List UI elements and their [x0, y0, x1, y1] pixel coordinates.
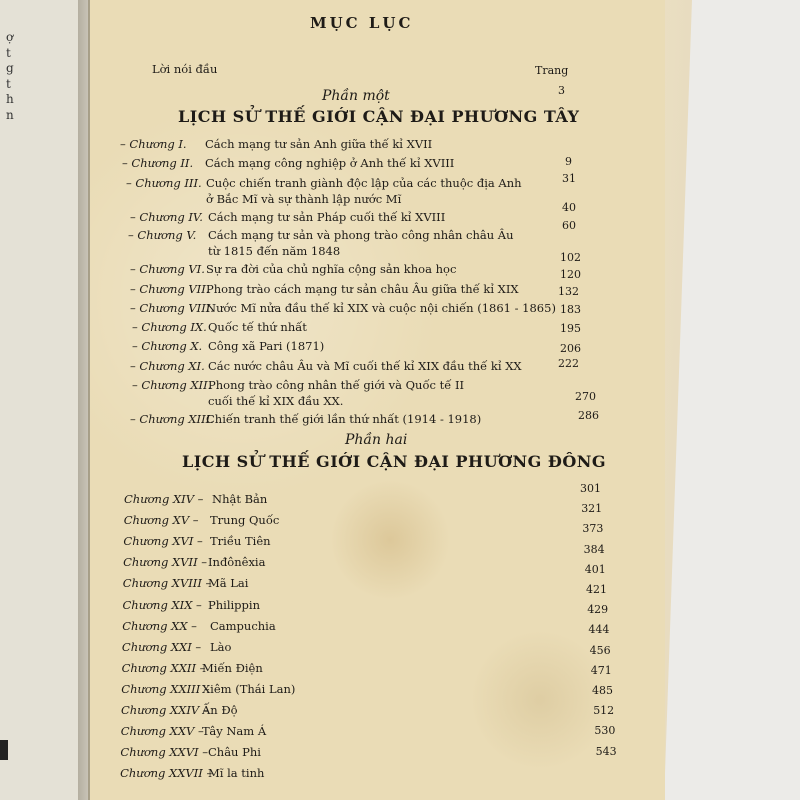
chapter-title: Nhật Bản	[212, 492, 268, 506]
left-page-char: g	[6, 61, 14, 75]
chapter-label: – Chương IV.	[130, 210, 203, 224]
page-number: 102	[560, 251, 581, 264]
left-page-char: t	[6, 45, 11, 60]
left-page-char: n	[6, 107, 14, 122]
chapter-label: Chương XVIII –	[122, 576, 212, 591]
page-number: 401	[584, 562, 606, 576]
chapter-label: – Chương XIII.	[130, 412, 214, 426]
chapter-title: Inđônêxia	[208, 555, 266, 570]
page-number: 456	[589, 643, 611, 657]
chapter-label: – Chương III.	[126, 176, 202, 190]
page-number: 543	[595, 744, 617, 758]
page-number: 421	[586, 583, 607, 596]
toc-page	[90, 0, 665, 800]
page-number: 60	[562, 219, 576, 232]
page-number: 206	[560, 342, 581, 355]
chapter-label: Chương XXII –	[121, 660, 206, 675]
chapter-title: Nước Mĩ nửa đầu thế kỉ XIX và cuộc nội chiến (1861 - 1865)	[206, 301, 556, 315]
page-number: 183	[560, 303, 581, 316]
chapter-label: Chương XX –	[122, 618, 197, 633]
chapter-title: Cách mạng tư sản Anh giữa thế kỉ XVII	[205, 137, 433, 151]
left-page-char: t	[6, 76, 11, 91]
chapter-label: – Chương VII.	[130, 282, 210, 296]
page-number: 120	[560, 268, 581, 281]
page-title: MỤC LỤC	[310, 14, 414, 32]
chapter-label: – Chương VIII.	[130, 301, 214, 315]
chapter-title-continued: cuối thế kỉ XIX đầu XX.	[208, 394, 344, 408]
chapter-label: Chương XXV –	[120, 724, 204, 739]
page-number: 321	[581, 502, 603, 516]
chapter-title: Công xã Pari (1871)	[208, 339, 325, 353]
chapter-title-continued: từ 1815 đến năm 1848	[208, 244, 341, 258]
part1-label: Phần một	[322, 88, 390, 104]
chapter-label: Chương XIX –	[122, 597, 202, 612]
chapter-label: – Chương I.	[120, 137, 187, 151]
chapter-title: Cách mạng công nghiệp ở Anh thế kỉ XVIII	[205, 156, 455, 170]
chapter-title: Lào	[210, 639, 232, 654]
page-column-header: Trang	[535, 64, 569, 77]
part1-heading: LỊCH SỬ THẾ GIỚI CẬN ĐẠI PHƯƠNG TÂY	[178, 107, 580, 126]
chapter-title: Phong trào công nhân thế giới và Quốc tế II	[208, 378, 465, 392]
chapter-label: – Chương XI.	[130, 359, 205, 373]
chapter-label: Chương XXIV –	[121, 703, 209, 717]
chapter-title: Miến Điện	[202, 660, 263, 675]
chapter-label: Chương XIV –	[124, 492, 204, 506]
chapter-title: Mĩ la tinh	[208, 766, 265, 781]
chapter-title: Chiến tranh thế giới lần thứ nhất (1914 - 1918)	[206, 412, 482, 426]
page-number: 512	[593, 704, 615, 718]
page-number: 444	[588, 623, 610, 637]
page-number: 301	[580, 482, 601, 495]
part2-label: Phần hai	[345, 432, 408, 448]
page-number: 373	[582, 522, 604, 536]
chapter-title: Châu Phi	[208, 745, 261, 760]
chapter-title: Sự ra đời của chủ nghĩa cộng sản khoa học	[206, 262, 457, 276]
left-page-char: h	[6, 92, 14, 106]
page-number: 485	[592, 684, 613, 697]
chapter-title: Philippin	[208, 597, 260, 612]
chapter-title: Tây Nam Á	[202, 724, 267, 739]
chapter-label: – Chương II.	[122, 156, 194, 170]
binding-mark	[0, 740, 8, 760]
left-page-char: ợ	[6, 30, 14, 44]
chapter-label: – Chương IX.	[132, 320, 207, 334]
chapter-title: Cuộc chiến tranh giành độc lập của các thuộc địa Anh	[206, 176, 522, 190]
intro-page-number: 3	[558, 84, 565, 97]
chapter-title: Ấn Độ	[202, 703, 238, 717]
page-number: 31	[562, 172, 576, 185]
chapter-label: Chương XVI –	[123, 534, 203, 549]
chapter-label: – Chương X.	[132, 339, 203, 353]
chapter-title: Triều Tiên	[210, 534, 271, 549]
page-number: 40	[562, 201, 576, 214]
page-number: 286	[578, 409, 599, 422]
chapter-label: – Chương VI.	[130, 262, 205, 276]
page-number: 384	[583, 542, 605, 556]
left-page-text-fragment	[6, 30, 14, 123]
left-page	[0, 0, 90, 800]
chapter-label: – Chương XII.	[132, 378, 212, 392]
intro-entry: Lời nói đầu	[152, 62, 218, 76]
chapter-title: Campuchia	[210, 618, 276, 633]
chapter-title: Các nước châu Âu và Mĩ cuối thế kỉ XIX đầu thế kỉ XX	[208, 359, 522, 373]
page-number: 429	[587, 603, 609, 617]
part2-heading: LỊCH SỬ THẾ GIỚI CẬN ĐẠI PHƯƠNG ĐÔNG	[182, 452, 607, 471]
chapter-label: Chương XXVII –	[120, 766, 213, 781]
page-number: 270	[575, 390, 596, 403]
chapter-title: Trung Quốc	[210, 513, 280, 528]
chapter-label: Chương XXI –	[121, 639, 202, 654]
page-number: 195	[560, 322, 581, 335]
chapter-label: Chương XXVI –	[120, 745, 208, 760]
chapter-title: Xiêm (Thái Lan)	[202, 681, 296, 696]
page-number: 132	[558, 285, 579, 298]
page-number: 471	[590, 663, 612, 677]
chapter-title: Quốc tế thứ nhất	[208, 320, 307, 334]
chapter-title: Phong trào cách mạng tư sản châu Âu giữa thế kỉ XIX	[206, 282, 519, 296]
chapter-title-continued: ở Bắc Mĩ và sự thành lập nước Mĩ	[206, 192, 402, 206]
page-number: 530	[594, 724, 616, 738]
page-number: 222	[558, 357, 579, 370]
chapter-title: Cách mạng tư sản Pháp cuối thế kỉ XVIII	[208, 210, 446, 224]
chapter-label: Chương XV –	[123, 513, 199, 528]
chapter-label: Chương XVII –	[123, 555, 208, 570]
page-number: 9	[565, 155, 572, 168]
chapter-title: Cách mạng tư sản và phong trào công nhân châu Âu	[208, 228, 514, 242]
chapter-title: Mã Lai	[208, 576, 249, 591]
chapter-label: Chương XXIII –	[121, 681, 210, 696]
chapter-label: – Chương V.	[128, 228, 197, 242]
